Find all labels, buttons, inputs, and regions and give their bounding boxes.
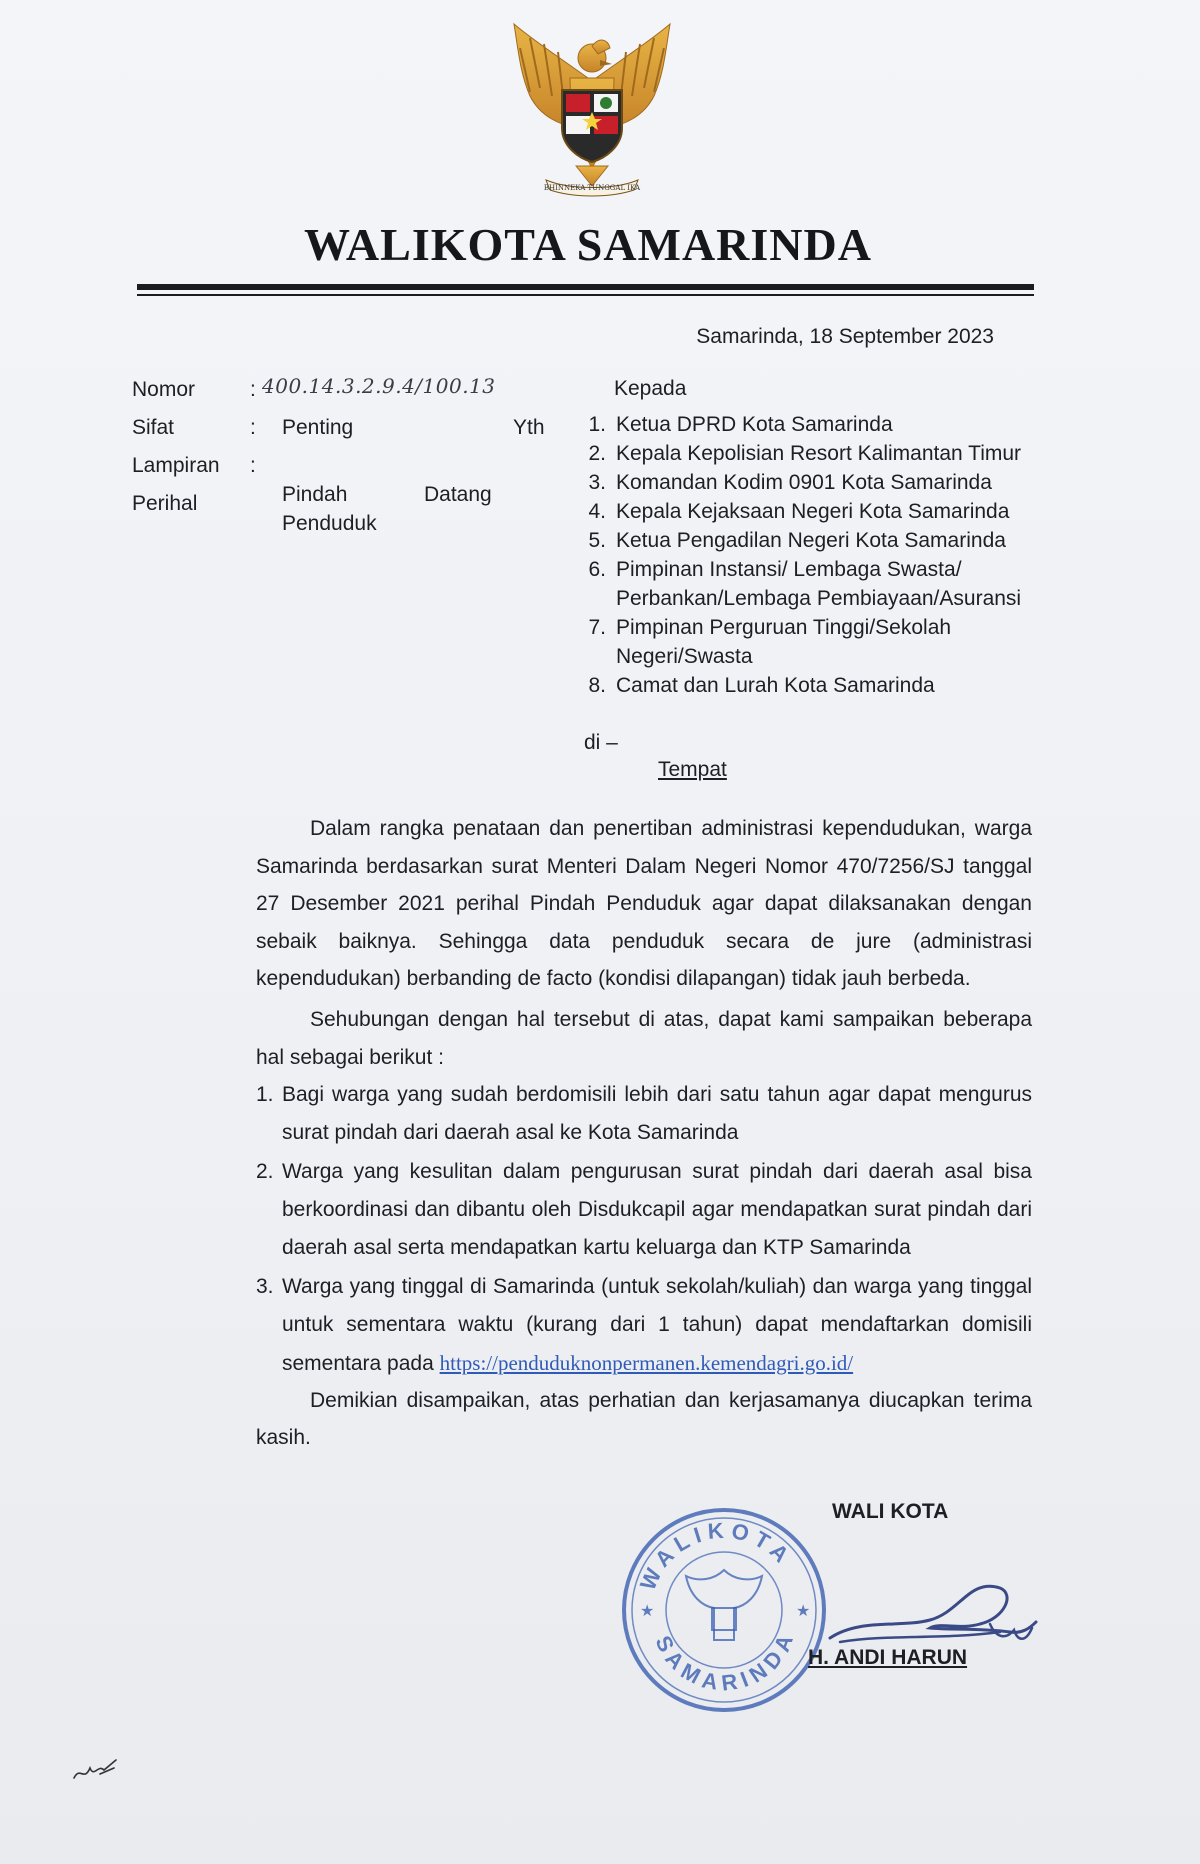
body-paragraph-1: Dalam rangka penataan dan penertiban administrasi kependudukan, warga Samarinda berdasarkan surat Menteri Dalam Negeri Nomor 470/7256/SJ tanggal 27 Desember 2021 perihal Pindah Penduduk agar dapat dilaksanakan dengan sebaik baiknya. Sehingga data penduduk secara de jure (administrasi kependudukan) berbanding de facto (kondisi dilapangan) tidak jauh berbeda. <box>256 817 1032 990</box>
signatory-name: H. ANDI HARUN <box>808 1646 968 1669</box>
list-item-number: 1. <box>256 1083 274 1106</box>
svg-text:★: ★ <box>640 1603 655 1620</box>
body-paragraph-2: Sehubungan dengan hal tersebut di atas, dapat kami sampaikan beberapa hal sebagai berikut : <box>256 1008 1032 1069</box>
closing-paragraph: Demikian disampaikan, atas perhatian dan kerjasamanya diucapkan terima kasih. <box>256 1389 1032 1449</box>
kepada-label: Kepada <box>614 377 687 400</box>
list-item-text: Warga yang tinggal di Samarinda (untuk sekolah/kuliah) dan warga yang tinggal untuk sementara waktu (kurang dari 1 tahun) dapat mendaftarkan domisili sementara pada <box>282 1275 1032 1375</box>
yth-label: Yth <box>513 416 545 439</box>
registration-link[interactable]: https://penduduknonpermanen.kemendagri.go.id/ <box>439 1351 854 1375</box>
svg-text:BHINNEKA TUNGGAL IKA: BHINNEKA TUNGGAL IKA <box>543 184 641 192</box>
recipient-item: Pimpinan Instansi/ Lembaga Swasta/ <box>616 558 962 581</box>
recipient-number: 8. <box>588 674 606 697</box>
scribble-mark-icon <box>70 1748 120 1788</box>
nomor-label: Nomor <box>132 378 196 401</box>
letterhead-rule-thin <box>137 294 1034 296</box>
recipient-item: Ketua Pengadilan Negeri Kota Samarinda <box>616 529 1006 552</box>
recipient-item: Pimpinan Perguruan Tinggi/Sekolah <box>616 616 952 639</box>
svg-text:WALIKOTA: WALIKOTA <box>635 1517 798 1594</box>
lampiran-label: Lampiran <box>132 454 220 477</box>
recipient-item-continued: Perbankan/Lembaga Pembiayaan/Asuransi <box>616 587 1022 610</box>
recipient-number: 7. <box>588 616 606 639</box>
list-item-number: 2. <box>256 1160 274 1183</box>
perihal-value-line1b: Datang <box>424 483 492 506</box>
recipient-number: 4. <box>588 500 606 523</box>
recipient-number: 2. <box>588 442 606 465</box>
sifat-label: Sifat <box>132 416 175 439</box>
sifat-colon: : <box>250 416 256 439</box>
points-list <box>256 1076 1032 1384</box>
perihal-value-line1a: Pindah <box>282 483 348 506</box>
svg-text:SAMARINDA: SAMARINDA <box>650 1625 800 1696</box>
perihal-label: Perihal <box>132 492 198 515</box>
list-item-text: Bagi warga yang sudah berdomisili lebih dari satu tahun agar dapat mengurus surat pindah dari daerah asal ke Kota Samarinda <box>282 1083 1032 1144</box>
di-label: di – <box>584 731 618 754</box>
recipient-item: Ketua DPRD Kota Samarinda <box>616 413 893 436</box>
letter-date: Samarinda, 18 September 2023 <box>696 325 994 348</box>
sifat-value: Penting <box>282 416 354 439</box>
nomor-value: 400.14.3.2.9.4/100.13 <box>262 374 496 398</box>
list-item-text: Warga yang kesulitan dalam pengurusan surat pindah dari daerah asal bisa berkoordinasi dan dibantu oleh Disdukcapil agar mendapatkan surat pindah dari daerah asal serta mendapatkan kartu keluarga dan KTP Samarinda <box>282 1160 1032 1259</box>
recipient-item-continued: Negeri/Swasta <box>616 645 753 668</box>
list-item <box>256 1268 1032 1383</box>
recipient-item: Kepala Kejaksaan Negeri Kota Samarinda <box>616 500 1010 523</box>
lampiran-colon: : <box>250 454 256 477</box>
recipient-item: Komandan Kodim 0901 Kota Samarinda <box>616 471 992 494</box>
recipient-item: Kepala Kepolisian Resort Kalimantan Timur <box>616 442 1022 465</box>
nomor-colon: : <box>250 378 256 401</box>
recipient-number: 1. <box>588 413 606 436</box>
svg-text:★: ★ <box>796 1603 811 1620</box>
tempat-label: Tempat <box>658 758 727 781</box>
letterhead-rule-thick <box>137 284 1034 290</box>
letterhead-title: WALIKOTA SAMARINDA <box>304 219 872 270</box>
perihal-value-line2: Penduduk <box>282 512 377 535</box>
recipient-number: 6. <box>588 558 606 581</box>
signatory-title: WALI KOTA <box>832 1500 949 1523</box>
list-item-number: 3. <box>256 1275 274 1298</box>
recipient-number: 3. <box>588 471 606 494</box>
recipient-item: Camat dan Lurah Kota Samarinda <box>616 674 935 697</box>
list-item <box>256 1153 1032 1267</box>
list-item <box>256 1076 1032 1152</box>
garuda-pancasila-emblem-icon <box>500 18 684 200</box>
recipient-number: 5. <box>588 529 606 552</box>
